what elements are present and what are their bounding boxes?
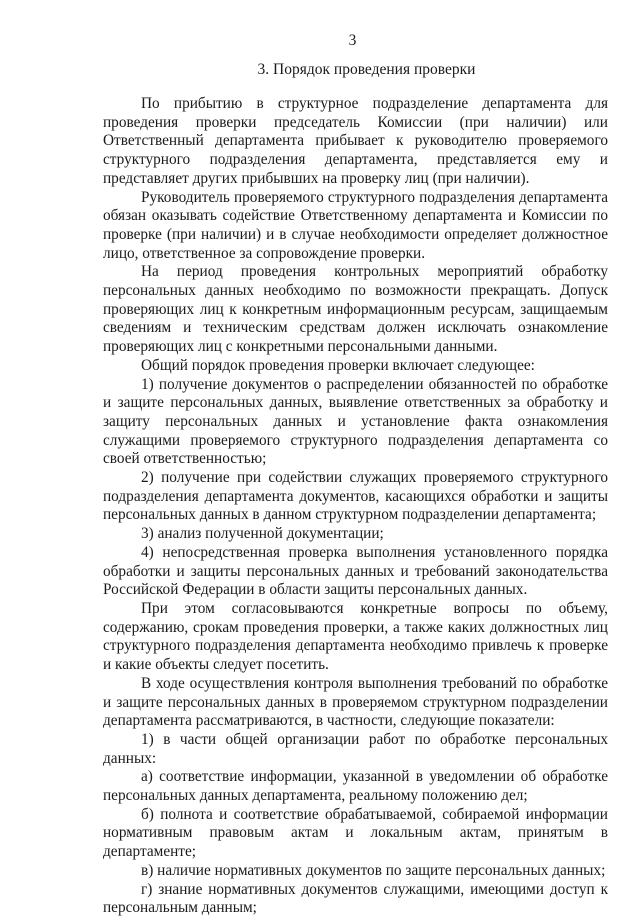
list-item: 4) непосредственная проверка выполнения установленного порядка обработки и защиты персональных данных и требований законодательства Российской Федерации в области защиты персональных данных. [103,543,608,599]
document-body [103,95,608,918]
list-item: 1) в части общей организации работ по обработке персональных данных: [103,730,608,767]
section-heading: 3. Порядок проведения проверки [257,61,476,78]
page-number: 3 [348,32,357,49]
paragraph: По прибытию в структурное подразделение департамента для проведения проверки председатель Комиссии (при наличии) или Ответственный департамента прибывает к руководителю проверяемого структурного подразделения департамента, представляется ему и представляет других прибывших на проверку лиц (при наличии). [103,95,608,187]
sub-list-item: в) наличие нормативных документов по защите персональных данных; [141,861,606,879]
list-item: 2) получение при содействии служащих проверяемого структурного подразделения департамента документов, касающихся обработки и защиты персональных данных в данном структурном подразделении департамента; [103,469,608,524]
paragraph: В ходе осуществления контроля выполнения требований по обработке и защите персональных данных в проверяемом структурном подразделении департамента рассматриваются, в частности, следующие показатели: [103,674,608,730]
paragraph: При этом согласовываются конкретные вопросы по объему, содержанию, срокам проведения проверки, а также каких должностных лиц структурного подразделения департамента необходимо привлечь к проверке и какие объекты следует посетить. [103,599,608,674]
list-item: 1) получение документов о распределении обязанностей по обработке и защите персональных данных, выявление ответственных за обработку и защиту персональных данных и установление факта ознакомления служащими проверяемого структурного подразделения департамента со своей ответственностью; [103,375,608,468]
paragraph: На период проведения контрольных мероприятий обработку персональных данных необходимо по возможности прекращать. Допуск проверяющих лиц к конкретным информационным ресурсам, защищаемым сведениям и техническим средствам должен исключать ознакомление проверяющих лиц с конкретными персональными данными. [103,263,608,356]
paragraph: Общий порядок проведения проверки включает следующее: [141,356,535,374]
list-item: 3) анализ полученной документации; [141,525,384,543]
sub-list-item: б) полнота и соответствие обрабатываемой, собираемой информации нормативным правовым актам и локальным актам, принятым в департаменте; [103,805,608,861]
paragraph: Руководитель проверяемого структурного подразделения департамента обязан оказывать содействие Ответственному департамента и Комиссии по проверке (при наличии) и в случае необходимости определяет должностное лицо, ответственное за сопровождение проверки. [103,188,608,262]
sub-list-item: г) знание нормативных документов служащими, имеющими доступ к персональным данным; [103,880,608,917]
sub-list-item: а) соответствие информации, указанной в уведомлении об обработке персональных данных департамента, реальному положению дел; [103,768,608,805]
